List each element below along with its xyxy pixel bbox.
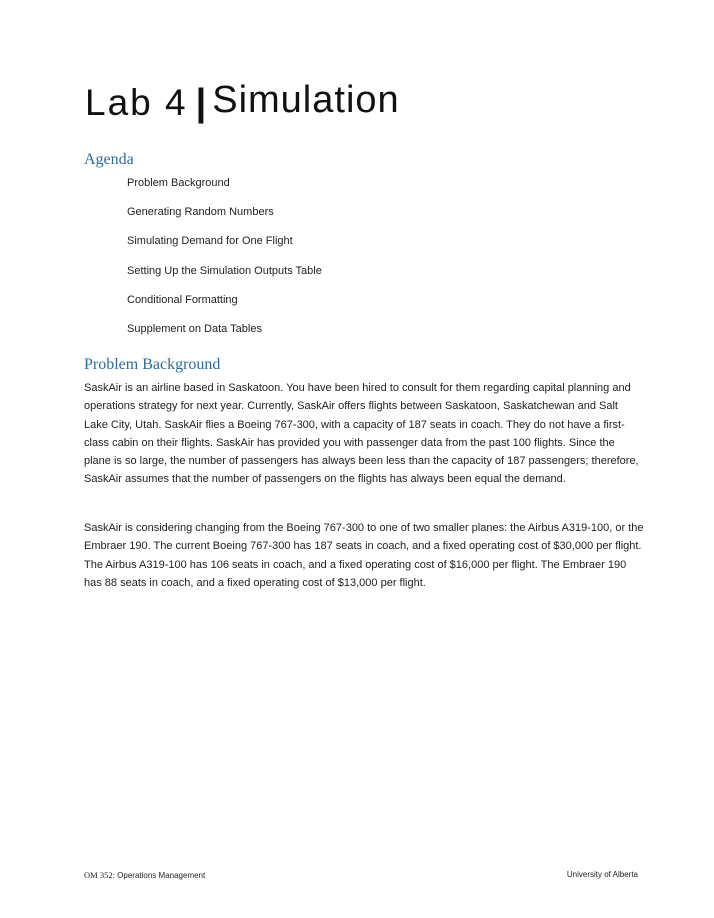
agenda-item: Generating Random Numbers — [127, 206, 274, 219]
agenda-heading: Agenda — [84, 151, 134, 168]
problem-background-heading: Problem Background — [84, 356, 221, 373]
page-title — [85, 79, 400, 124]
agenda-item: Setting Up the Simulation Outputs Table — [127, 264, 322, 277]
title-main: Simulation — [212, 79, 400, 121]
body-paragraph: SaskAir is considering changing from the Boeing 767-300 to one of two smaller planes: the Airbus A319-100, or the Embraer 190. The current Boeing 767-300 has 187 seats in coach, and a fixed operating cost of $30,000 per flight. The Airbus A319-100 has 106 seats in coach, and a fixed operating cost of $16,000 per flight. The Embraer 190 has 88 seats in coach, and a fixed operating cost of $13,000 per flight. — [84, 522, 644, 589]
title-prefix: Lab 4 — [85, 82, 188, 123]
footer-course-code: OM 352: — [84, 870, 115, 880]
agenda-list — [127, 176, 322, 351]
footer-institution: University of Alberta — [566, 870, 638, 879]
agenda-item: Problem Background — [127, 177, 230, 189]
body-paragraph: SaskAir is an airline based in Saskatoon. You have been hired to consult for them regarding capital planning and operations strategy for next year. Currently, SaskAir offers flights between Saskatoon, Saskatchewan and Salt Lake City, Utah. SaskAir flies a Boeing 767-300, with a capacity of 187 seats in coach. They do not have a first-class cabin on their flights. SaskAir has provided you with passenger data from the past 100 flights. Since the plane is so large, the number of passengers has always been less than the capacity of 187 passengers; therefore, SaskAir assumes that the number of passengers on the flights has always been equal the demand. — [84, 382, 639, 486]
footer-course — [84, 870, 205, 880]
agenda-item: Simulating Demand for One Flight — [127, 235, 293, 248]
agenda-item: Conditional Formatting — [127, 293, 238, 306]
agenda-item: Supplement on Data Tables — [127, 322, 262, 335]
footer-course-name: Operations Management — [117, 871, 206, 880]
title-separator: | — [195, 82, 207, 124]
